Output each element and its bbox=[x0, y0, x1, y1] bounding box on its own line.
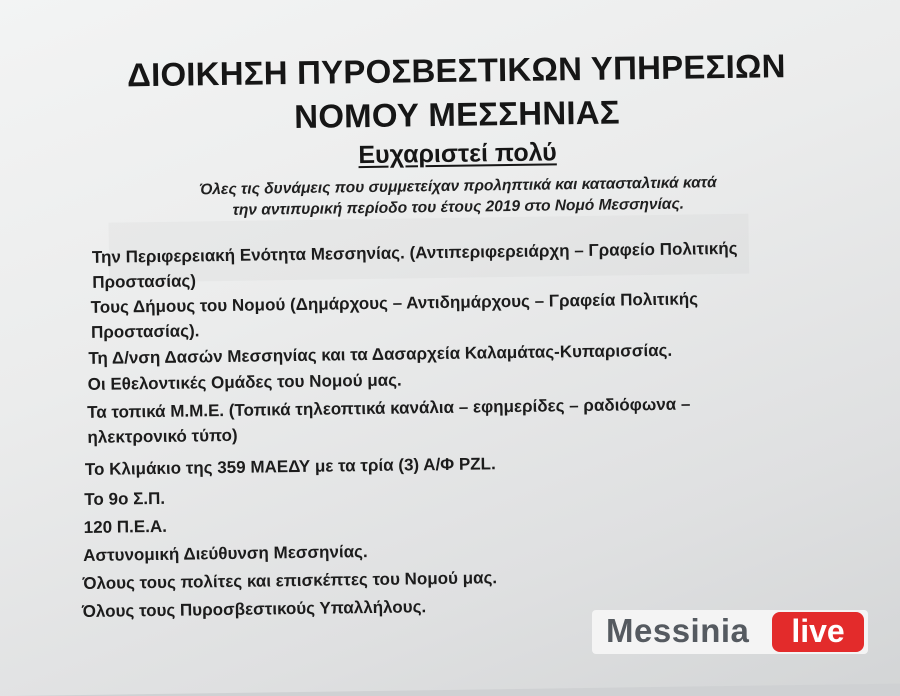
entry-citizens bbox=[82, 565, 497, 596]
entry-line: Το Κλιμάκιο της 359 ΜΑΕΔΥ με τα τρία (3) Α/Φ PZL. bbox=[84, 454, 496, 479]
entry-regional-unit bbox=[92, 236, 738, 295]
entry-line: Το 9ο Σ.Π. bbox=[84, 488, 166, 509]
entry-volunteer-groups bbox=[88, 368, 402, 397]
entry-line: Όλους τους πολίτες και επισκέπτες του Νομού μας. bbox=[82, 568, 498, 594]
entry-line: Προστασίας) bbox=[92, 271, 197, 292]
entry-police bbox=[83, 539, 368, 568]
entry-line: 120 Π.Ε.Α. bbox=[83, 516, 168, 537]
entry-line: ηλεκτρονικό τύπο) bbox=[87, 425, 238, 447]
entry-line: Την Περιφερειακή Ενότητα Μεσσηνίας. (Αντιπεριφερειάρχη – Γραφείο Πολιτικής bbox=[91, 238, 738, 267]
entry-fire-station bbox=[84, 486, 165, 512]
entry-municipalities bbox=[90, 286, 698, 344]
entry-line: Προστασίας). bbox=[90, 321, 200, 342]
watermark-live-badge: live bbox=[772, 612, 864, 652]
entry-line: Οι Εθελοντικές Ομάδες του Νομού μας. bbox=[87, 370, 402, 394]
watermark-brand-text: Messinia bbox=[606, 612, 750, 649]
entry-line: Τους Δήμους του Νομού (Δημάρχους – Αντιδημάρχους – Γραφεία Πολιτικής bbox=[90, 289, 699, 317]
subtitle-text: Ευχαριστεί πολύ bbox=[358, 138, 557, 170]
document-subtitle bbox=[0, 133, 900, 175]
intro-paragraph bbox=[0, 169, 900, 224]
entry-line: Τη Δ/νση Δασών Μεσσηνίας και τα Δασαρχεία Καλαμάτας-Κυπαρισσίας. bbox=[88, 340, 673, 368]
entry-line: Τα τοπικά Μ.Μ.Ε. (Τοπικά τηλεοπτικά κανάλια – εφημερίδες – ραδιόφωνα – bbox=[86, 394, 691, 422]
entry-line: Αστυνομική Διεύθυνση Μεσσηνίας. bbox=[82, 542, 368, 566]
entry-local-media bbox=[87, 392, 691, 450]
entry-line: Όλους τους Πυροσβεστικούς Υπαλλήλους. bbox=[81, 597, 427, 622]
entry-fire-personnel bbox=[82, 594, 427, 624]
document-title-line1: ΔΙΟΙΚΗΣΗ ΠΥΡΟΣΒΕΣΤΙΚΩΝ ΥΠΗΡΕΣΙΩΝ bbox=[126, 47, 786, 94]
entry-infantry-battalion bbox=[84, 514, 167, 540]
intro-line: την αντιπυρική περίοδο του έτους 2019 στο Νομό Μεσσηνίας. bbox=[232, 195, 685, 219]
document-title-line2: ΝΟΜΟΥ ΜΕΣΣΗΝΙΑΣ bbox=[293, 93, 620, 136]
entry-aircraft-detachment bbox=[85, 451, 496, 482]
intro-line: Όλες τις δυνάμεις που συμμετείχαν προληπτικά και κατασταλτικά κατά bbox=[199, 174, 717, 199]
